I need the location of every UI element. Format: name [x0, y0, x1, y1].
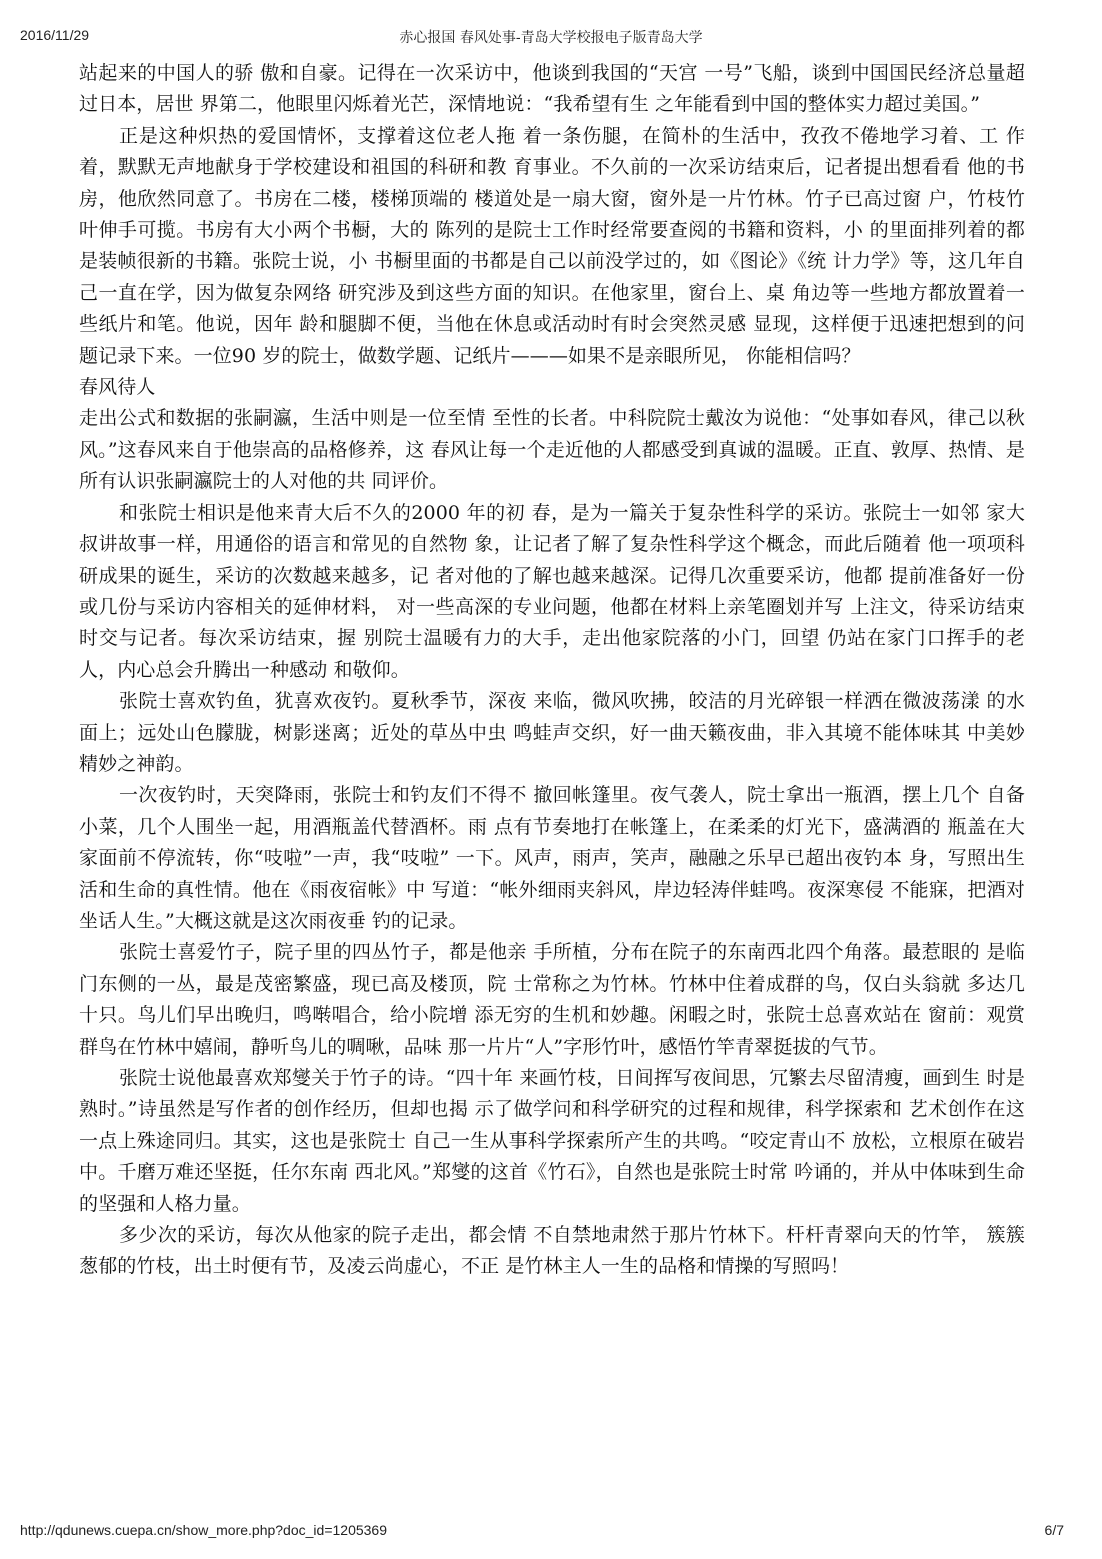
paragraph-8: 张院士说他最喜欢郑燮关于竹子的诗。“四十年 来画竹枝，日间挥写夜间思，冗繁去尽留清瘦，画到生 时是熟时。”诗虽然是写作者的创作经历，但却也揭 示了做学问和科学研究的过程和规律，科学探索和 艺术创作在这一点上殊途同归。其实，这也是张院士 自己一生从事科学探索所产生的共鸣。“咬定青山不 放松，立根原在破岩中。千磨万难还坚挺，任尔东南 西北风。”郑燮的这首《竹石》，自然也是张院士时常 吟诵的，并从中体味到生命的坚强和人格力量。: [79, 1067, 1025, 1215]
paragraph-9: 多少次的采访，每次从他家的院子走出，都会情 不自禁地肃然于那片竹林下。杆杆青翠向天的竹竿， 簇簇葱郁的竹枝，出土时便有节，及凌云尚虚心，不正 是竹林主人一生的品格和情操的写照吗！: [79, 1224, 1025, 1278]
paragraph-4: 和张院士相识是他来青大后不久的2000 年的初 春，是为一篇关于复杂性科学的采访。张院士一如邻 家大叔讲故事一样，用通俗的语言和常见的自然物 象，让记者了解了复杂性科学这个概念，而此后随着 他一项项科研成果的诞生，采访的次数越来越多，记 者对他的了解也越来越深。记得几次重要采访，他都 提前准备好一份或几份与采访内容相关的延伸材料， 对一些高深的专业问题，他都在材料上亲笔圈划并写 上注文，待采访结束时交与记者。每次采访结束，握 别院士温暖有力的大手，走出他家院落的小门，回望 仍站在家门口挥手的老人，内心总会升腾出一种感动 和敬仰。: [79, 501, 1025, 681]
footer-url[interactable]: http://qdunews.cuepa.cn/show_more.php?doc_id=1205369: [20, 1522, 387, 1538]
paragraph-2: 正是这种炽热的爱国情怀，支撑着这位老人拖 着一条伤腿，在简朴的生活中，孜孜不倦地学习着、工 作着，默默无声地献身于学校建设和祖国的科研和教 育事业。不久前的一次采访结束后，记者提出想看看 他的书房，他欣然同意了。书房在二楼，楼梯顶端的 楼道处是一扇大窗，窗外是一片竹林。竹子已高过窗 户，竹枝竹叶伸手可揽。书房有大小两个书橱，大的 陈列的是院士工作时经常要查阅的书籍和资料，小 的里面排列着的都是装帧很新的书籍。张院士说，小 书橱里面的书都是自己以前没学过的，如《图论》《统 计力学》等，这几年自己一直在学，因为做复杂网络 研究涉及到这些方面的知识。在他家里，窗台上、桌 角边等一些地方都放置着一些纸片和笔。他说，因年 龄和腿脚不便，当他在休息或活动时有时会突然灵感 显现，这样便于迅速把想到的问题记录下来。一位90 岁的院士，做数学题、记纸片———如果不是亲眼所见， 你能相信吗？: [79, 124, 1025, 367]
paragraph-6: 一次夜钓时，天突降雨，张院士和钓友们不得不 撤回帐篷里。夜气袭人，院士拿出一瓶酒，摆上几个 自备小菜，几个人围坐一起，用酒瓶盖代替酒杯。雨 点有节奏地打在帐篷上，在柔柔的灯光下，盛满酒的 瓶盖在大家面前不停流转，你“吱啦”一声，我“吱啦” 一下。风声，雨声，笑声，融融之乐早已超出夜钓本 身，写照出生活和生命的真性情。他在《雨夜宿帐》中 写道：“帐外细雨夹斜风，岸边轻涛伴蛙鸣。夜深寒侵 不能寐，把酒对坐话人生。”大概这就是这次雨夜垂 钓的记录。: [79, 784, 1025, 932]
paragraph-5: 张院士喜欢钓鱼，犹喜欢夜钓。夏秋季节，深夜 来临，微风吹拂，皎洁的月光碎银一样洒在微波荡漾 的水面上；远处山色朦胧，树影迷离；近处的草丛中虫 鸣蛙声交织，好一曲天籁夜曲，非入其境不能体味其 中美妙精妙之神韵。: [79, 690, 1025, 775]
section-heading: 春风待人: [79, 376, 156, 399]
footer-page-number: 6/7: [1044, 1522, 1064, 1538]
paragraph-7: 张院士喜爱竹子，院子里的四丛竹子，都是他亲 手所植，分布在院子的东南西北四个角落。最惹眼的 是临门东侧的一丛，最是茂密繁盛，现已高及楼顶，院 士常称之为竹林。竹林中住着成群的鸟，仅白头翁就 多达几十只。鸟儿们早出晚归，鸣啭唱合，给小院增 添无穷的生机和妙趣。闲暇之时，张院士总喜欢站在 窗前：观赏群鸟在竹林中嬉闹，静听鸟儿的啁啾，品味 那一片片“人”字形竹叶，感悟竹竿青翠挺拔的气节。: [79, 941, 1025, 1058]
article-body: [79, 58, 1025, 1283]
paragraph-3: 走出公式和数据的张嗣瀛，生活中则是一位至情 至性的长者。中科院院士戴汝为说他：“处事如春风，律己以秋风。”这春风来自于他崇高的品格修养，这 春风让每一个走近他的人都感受到真诚的温暖。正直、敦厚、热情、是所有认识张嗣瀛院士的人对他的共 同评价。: [79, 407, 1025, 493]
header-title: 赤心报国 春风处事-青岛大学校报电子版青岛大学: [399, 30, 703, 46]
header-date: 2016/11/29: [20, 27, 90, 43]
paragraph-1: 站起来的中国人的骄 傲和自豪。记得在一次采访中，他谈到我国的“天宫 一号”飞船，谈到中国国民经济总量超过日本，居世 界第二，他眼里闪烁着光芒，深情地说：“我希望有生 之年能看到中国的整体实力超过美国。”: [79, 62, 1025, 116]
